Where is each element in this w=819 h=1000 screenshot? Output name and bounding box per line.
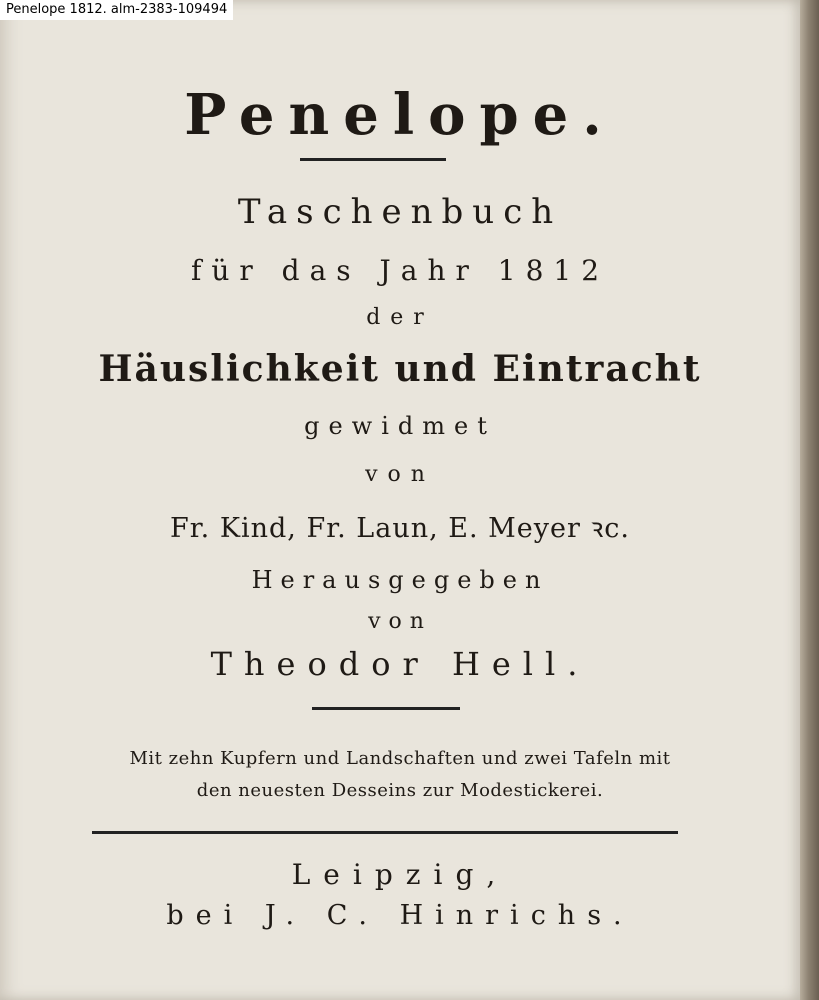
city-line: Leipzig, (291, 858, 509, 891)
der-line: der (366, 305, 434, 330)
von-line-2: von (368, 609, 432, 634)
note-line-2: den neuesten Desseins zur Modestickerei. (196, 780, 604, 801)
book-title: Penelope. (184, 82, 616, 148)
gewidmet-line: gewidmet (304, 412, 496, 440)
note-line-1: Mit zehn Kupfern und Landschaften und zwei Tafeln mit (129, 748, 671, 769)
von-line-1: von (365, 462, 435, 487)
image-caption: Penelope 1812. alm-2383-109494 (0, 0, 233, 20)
year-line: für das Jahr 1812 (190, 254, 610, 287)
authors-line: Fr. Kind, Fr. Laun, E. Meyer ꝛc. (169, 513, 630, 544)
editor-rule (312, 707, 460, 710)
herausgegeben-line: Herausgegeben (251, 566, 549, 594)
subtitle: Taschenbuch (237, 192, 563, 232)
divider-rule (92, 831, 678, 834)
dedication-line: Häuslichkeit und Eintracht (98, 348, 702, 390)
book-spine-edge (800, 0, 819, 1000)
title-rule (300, 158, 446, 161)
editor-line: Theodor Hell. (210, 645, 590, 683)
publisher-line: bei J. C. Hinrichs. (166, 900, 634, 931)
